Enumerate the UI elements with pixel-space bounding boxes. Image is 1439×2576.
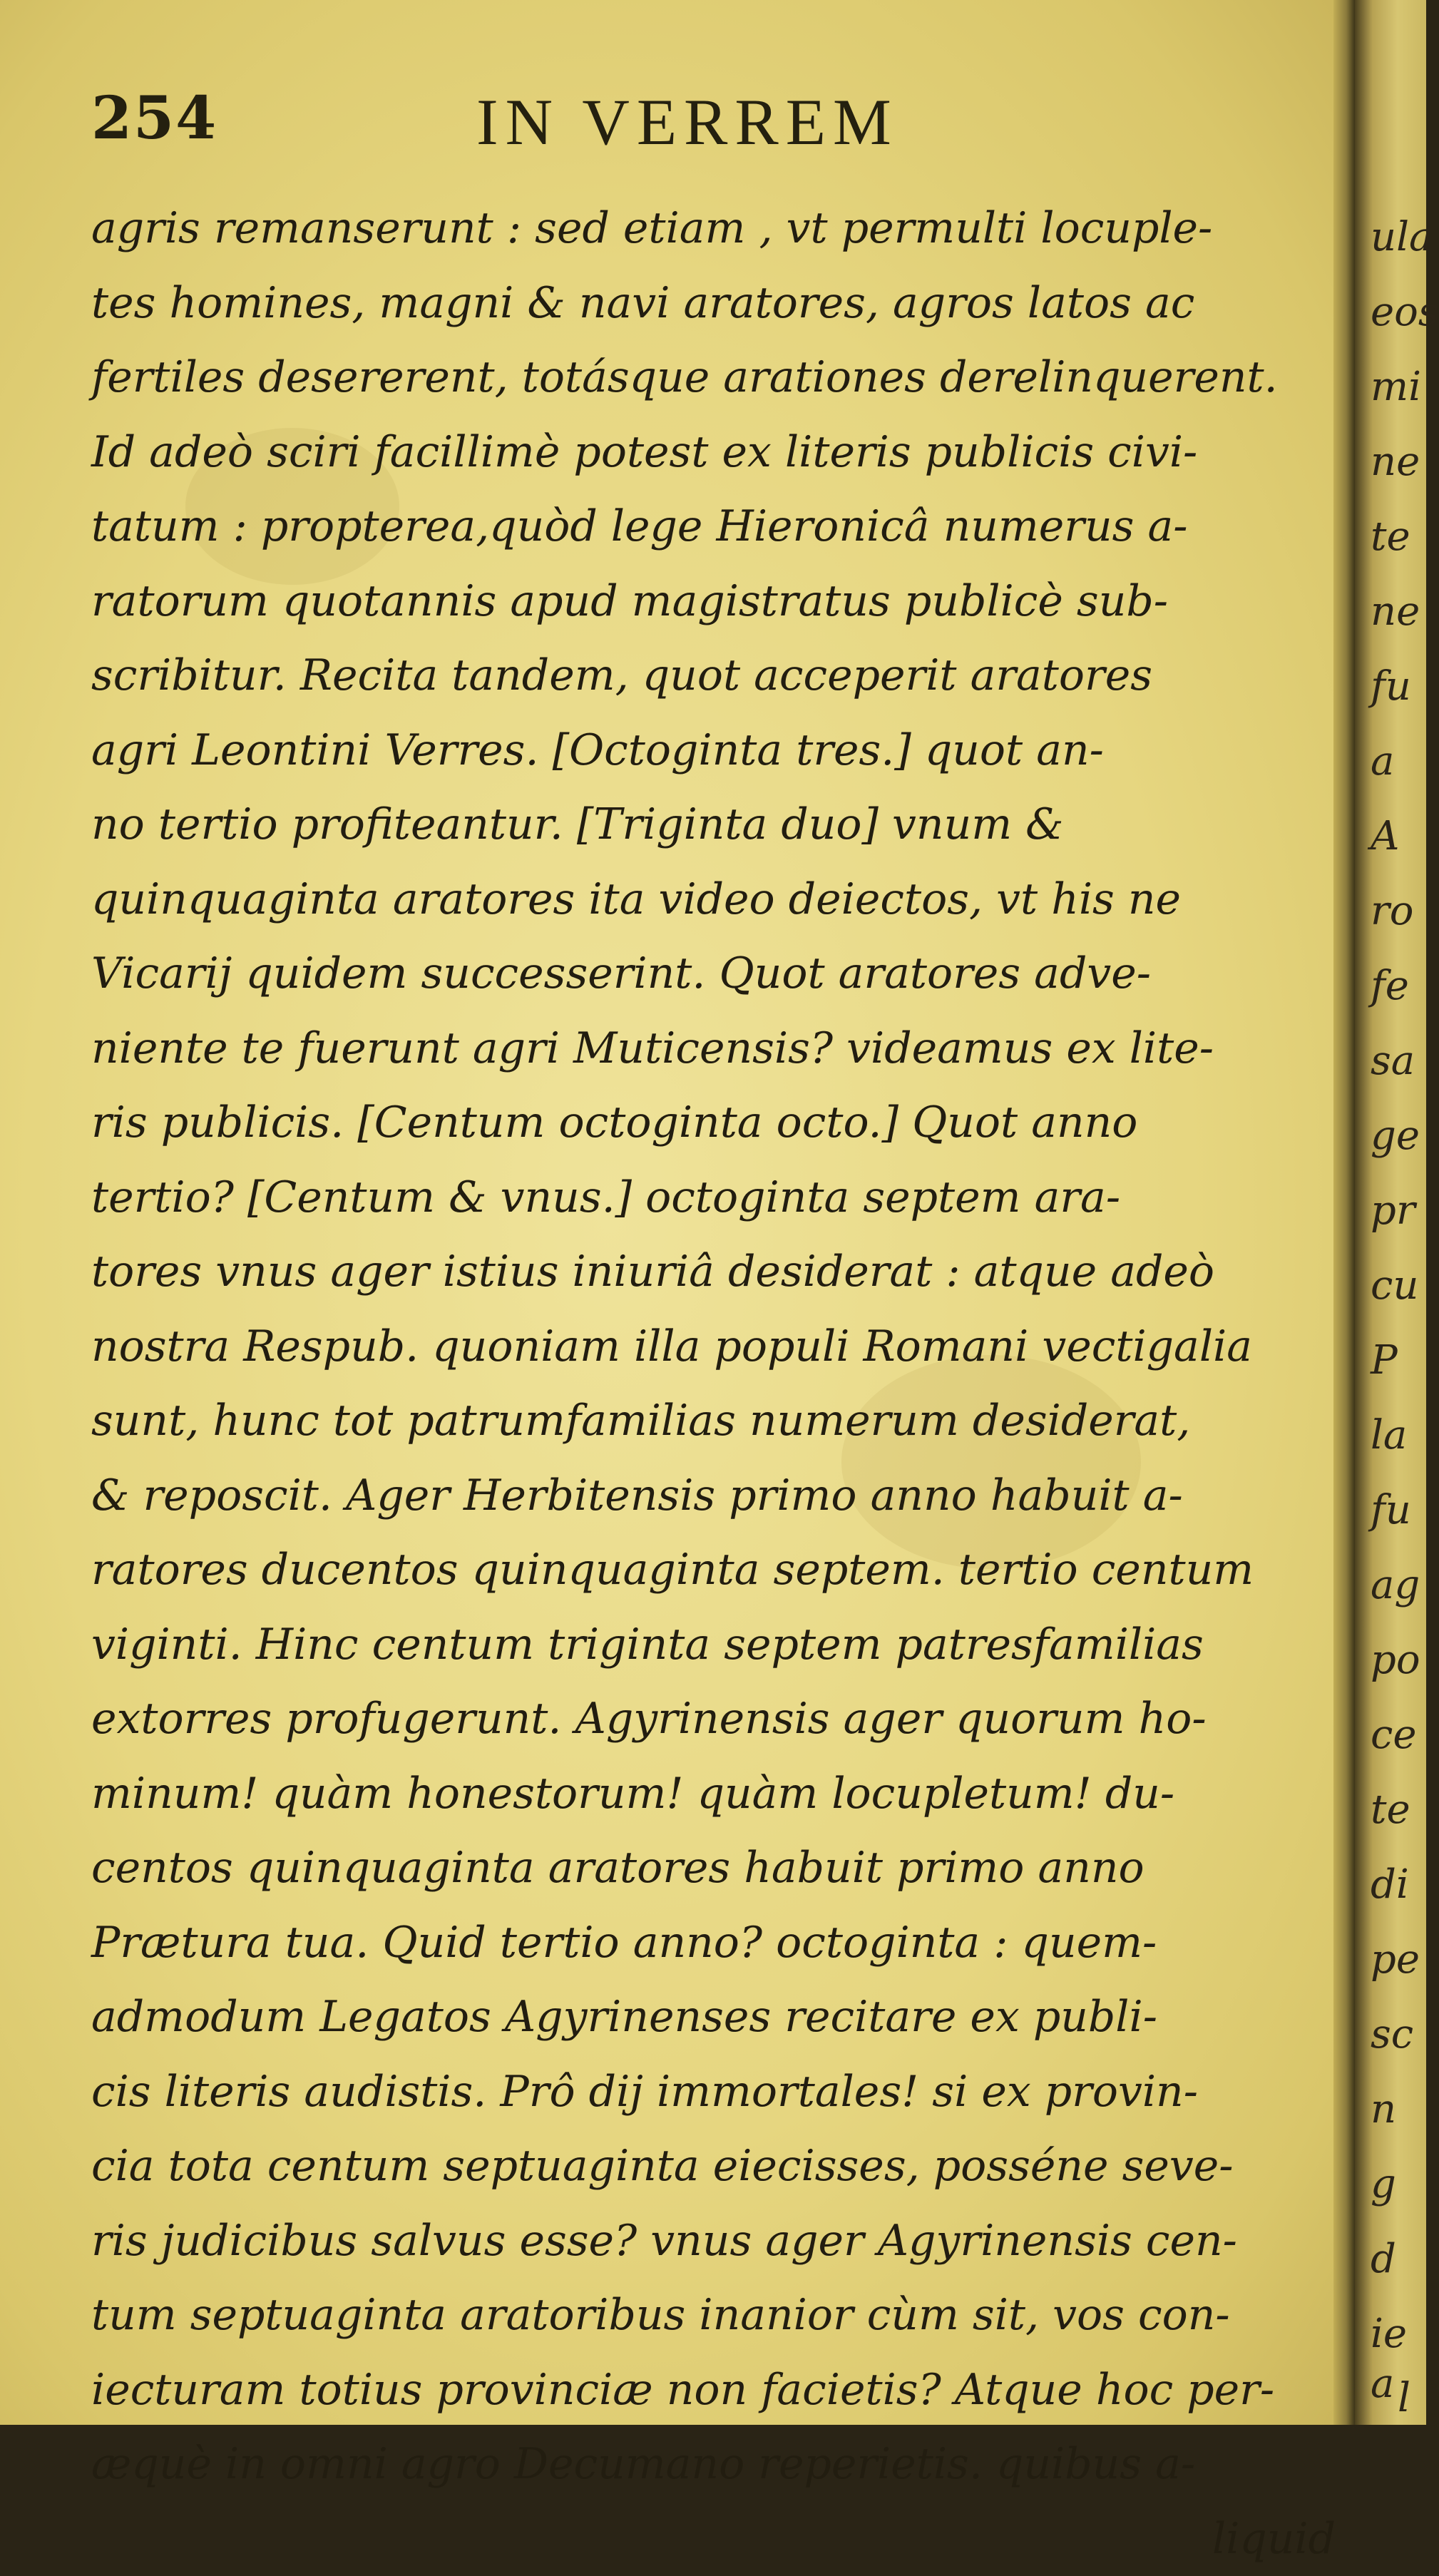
adjacent-text-fragment: ne <box>1371 588 1420 635</box>
page-header <box>91 84 1346 163</box>
text-line: ratores ducentos quinquaginta septem. tertio centum <box>91 1533 1336 1608</box>
text-line: sunt, hunc tot patrumfamilias numerum desiderat, <box>91 1384 1336 1458</box>
adjacent-text-fragment: fu <box>1371 663 1411 710</box>
catchword: liquid <box>91 2502 1336 2576</box>
adjacent-text-fragment: g <box>1371 2161 1396 2207</box>
running-title: IN VERREM <box>476 84 1047 160</box>
text-line: æquè in omni agro Decumano reperietis. quibus a- <box>91 2427 1336 2502</box>
text-line: centos quinquaginta aratores habuit primo anno <box>91 1831 1336 1906</box>
text-line: ris judicibus salvus esse? vnus ager Agyrinensis cen- <box>91 2204 1336 2279</box>
text-line: agris remanserunt : sed etiam , vt permulti locuple- <box>91 191 1336 266</box>
text-line: niente te fuerunt agri Muticensis? videamus ex lite- <box>91 1011 1336 1086</box>
text-line: tes homines, magni & navi aratores, agros latos ac <box>91 266 1336 341</box>
text-line: Id adeò sciri facillimè potest ex literis publicis civi- <box>91 415 1336 490</box>
text-line: tertio? [Centum & vnus.] octoginta septem ara- <box>91 1160 1336 1235</box>
adjacent-text-fragment: mi <box>1371 364 1421 410</box>
text-line: quinquaginta aratores ita video deiectos, vt his ne <box>91 862 1336 937</box>
text-line: Vicarij quidem successerint. Quot aratores adve- <box>91 936 1336 1011</box>
adjacent-text-fragment: po <box>1371 1637 1420 1683</box>
adjacent-text-fragment: d <box>1371 2236 1396 2282</box>
text-line: no tertio profiteantur. [Triginta duo] vnum & <box>91 787 1336 862</box>
adjacent-text-fragment: sc <box>1371 2011 1413 2058</box>
page-number: 254 <box>91 84 217 153</box>
page-gutter <box>1333 0 1355 2425</box>
text-line: fertiles desererent, totásque arationes derelinquerent. <box>91 340 1336 415</box>
text-line: admodum Legatos Agyrinenses recitare ex publi- <box>91 1980 1336 2055</box>
text-line: & reposcit. Ager Herbitensis primo anno habuit a- <box>91 1458 1336 1533</box>
adjacent-page-edge <box>1355 0 1426 2425</box>
text-line: tores vnus ager istius iniuriâ desiderat : atque adeò <box>91 1235 1336 1309</box>
adjacent-text-fragment: la <box>1371 1412 1407 1458</box>
adjacent-text-fragment: P <box>1371 1337 1398 1384</box>
adjacent-text-fragment: ag <box>1371 1562 1420 1608</box>
adjacent-text-fragment: eos <box>1371 289 1439 335</box>
adjacent-text-fragment: sa <box>1371 1038 1415 1084</box>
adjacent-text-fragment: a <box>1371 738 1394 784</box>
adjacent-text-fragment: ula <box>1371 214 1433 260</box>
text-line: ris publicis. [Centum octoginta octo.] Quot anno <box>91 1085 1336 1160</box>
adjacent-text-fragment: te <box>1371 1787 1410 1833</box>
adjacent-text-fragment: a <box>1371 2361 1394 2407</box>
text-line: nostra Respub. quoniam illa populi Romani vectigalia <box>91 1309 1336 1384</box>
adjacent-text-fragment: A <box>1371 813 1399 859</box>
adjacent-text-fragment: ie <box>1371 2311 1407 2357</box>
text-line: scribitur. Recita tandem, quot acceperit aratores <box>91 638 1336 713</box>
adjacent-text-fragment: te <box>1371 513 1410 560</box>
adjacent-text-fragment: cu <box>1371 1262 1418 1309</box>
text-line: viginti. Hinc centum triginta septem patresfamilias <box>91 1608 1336 1682</box>
adjacent-text-fragment: l <box>1398 2375 1410 2421</box>
adjacent-text-fragment: ge <box>1371 1113 1420 1159</box>
text-line: agri Leontini Verres. [Octoginta tres.] quot an- <box>91 713 1336 788</box>
adjacent-text-fragment: pe <box>1371 1936 1420 1983</box>
adjacent-text-fragment: pr <box>1371 1187 1415 1234</box>
text-line: minum! quàm honestorum! quàm locupletum! du- <box>91 1757 1336 1831</box>
adjacent-text-fragment: di <box>1371 1861 1409 1908</box>
text-line: iecturam totius provinciæ non facietis? Atque hoc per- <box>91 2353 1336 2428</box>
adjacent-text-fragment: fu <box>1371 1487 1411 1533</box>
text-body <box>91 191 1336 2576</box>
text-line: cia tota centum septuaginta eiecisses, posséne seve- <box>91 2129 1336 2204</box>
adjacent-text-fragment: n <box>1371 2086 1396 2132</box>
adjacent-text-fragment: ro <box>1371 888 1413 934</box>
adjacent-text-fragment: ce <box>1371 1712 1417 1758</box>
text-line: extorres profugerunt. Agyrinensis ager quorum ho- <box>91 1682 1336 1757</box>
text-line: ratorum quotannis apud magistratus publicè sub- <box>91 564 1336 639</box>
text-line: Prætura tua. Quid tertio anno? octoginta : quem- <box>91 1906 1336 1980</box>
adjacent-text-fragment: fe <box>1371 963 1409 1009</box>
text-line: tatum : propterea,quòd lege Hieronicâ numerus a- <box>91 489 1336 564</box>
text-line: cis literis audistis. Prô dij immortales! si ex provin- <box>91 2055 1336 2130</box>
adjacent-text-fragment: ne <box>1371 439 1420 485</box>
text-line: tum septuaginta aratoribus inanior cùm sit, vos con- <box>91 2278 1336 2353</box>
